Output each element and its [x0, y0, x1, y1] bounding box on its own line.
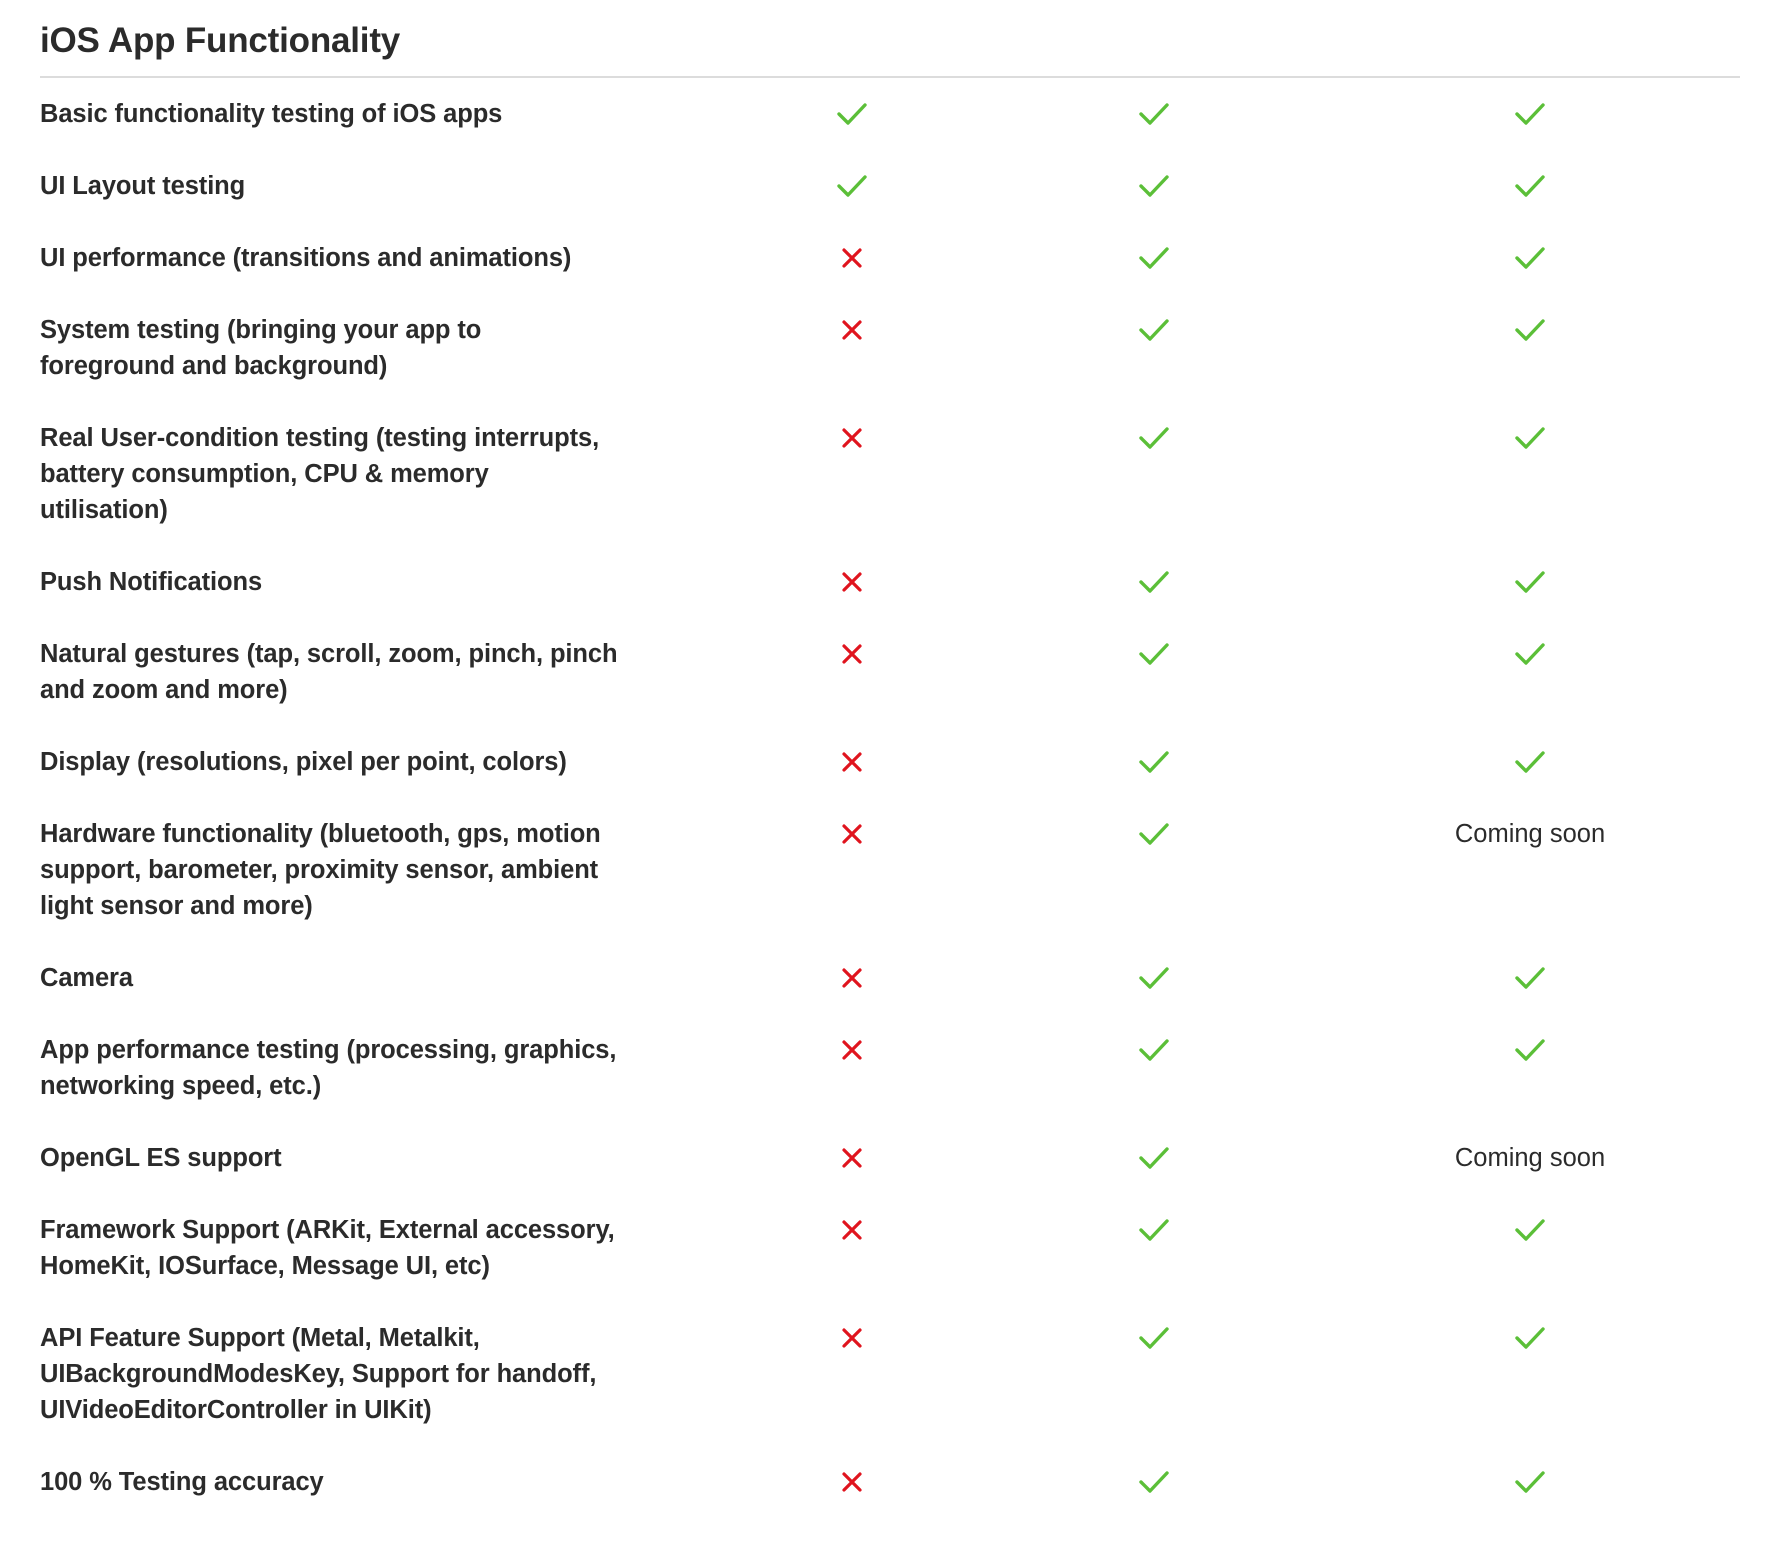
- check-icon: [1430, 312, 1630, 348]
- feature-label-line: networking speed, etc.): [40, 1072, 322, 1100]
- check-icon: [1114, 312, 1194, 348]
- feature-row: [0, 1212, 1772, 1320]
- check-icon: [1114, 636, 1194, 672]
- cross-icon: [812, 564, 892, 600]
- coming-soon-label: Coming soon: [1454, 1144, 1606, 1172]
- feature-label-line: Real User-condition testing (testing interrupts,: [40, 424, 600, 452]
- section-title: iOS App Functionality: [40, 21, 401, 60]
- check-icon: [1114, 1320, 1194, 1356]
- feature-row: [0, 960, 1772, 1032]
- feature-row: [0, 96, 1772, 168]
- feature-label: [40, 816, 640, 924]
- feature-row: [0, 312, 1772, 420]
- feature-row: [0, 1464, 1772, 1536]
- feature-label: [40, 168, 640, 204]
- feature-label: [40, 1212, 640, 1284]
- check-icon: [1430, 240, 1630, 276]
- check-icon: [1114, 1212, 1194, 1248]
- check-icon: [1114, 816, 1194, 852]
- feature-label-line: battery consumption, CPU & memory: [40, 460, 489, 488]
- feature-label-line: utilisation): [40, 496, 168, 524]
- feature-label: [40, 240, 640, 276]
- feature-label-line: UI performance (transitions and animations): [40, 244, 572, 272]
- feature-row: [0, 420, 1772, 564]
- feature-label-line: and zoom and more): [40, 676, 288, 704]
- feature-label: [40, 960, 640, 996]
- feature-row: [0, 1140, 1772, 1212]
- title-divider: [40, 76, 1740, 78]
- status-cell: [1430, 816, 1630, 852]
- check-icon: [1114, 564, 1194, 600]
- feature-label-line: Hardware functionality (bluetooth, gps, motion: [40, 820, 601, 848]
- check-icon: [1114, 1032, 1194, 1068]
- feature-row: [0, 240, 1772, 312]
- check-icon: [1430, 744, 1630, 780]
- cross-icon: [812, 1032, 892, 1068]
- cross-icon: [812, 1320, 892, 1356]
- check-icon: [1430, 564, 1630, 600]
- feature-label-line: OpenGL ES support: [40, 1144, 282, 1172]
- feature-label-line: UI Layout testing: [40, 172, 246, 200]
- feature-label-line: System testing (bringing your app to: [40, 316, 482, 344]
- feature-label-line: 100 % Testing accuracy: [40, 1468, 324, 1496]
- feature-label-line: Push Notifications: [40, 568, 263, 596]
- feature-label: [40, 564, 640, 600]
- feature-label: [40, 312, 640, 384]
- feature-label: [40, 1464, 640, 1500]
- cross-icon: [812, 636, 892, 672]
- feature-label-line: Framework Support (ARKit, External accessory,: [40, 1216, 615, 1244]
- check-icon: [1114, 168, 1194, 204]
- coming-soon-label: Coming soon: [1454, 820, 1606, 848]
- feature-row: [0, 564, 1772, 636]
- feature-label: [40, 1140, 640, 1176]
- cross-icon: [812, 240, 892, 276]
- check-icon: [1430, 168, 1630, 204]
- feature-row: [0, 168, 1772, 240]
- check-icon: [1114, 240, 1194, 276]
- feature-label: [40, 744, 640, 780]
- feature-label-line: support, barometer, proximity sensor, ambient: [40, 856, 599, 884]
- feature-label-line: Camera: [40, 964, 133, 992]
- feature-table: [0, 96, 1772, 1536]
- feature-row: [0, 636, 1772, 744]
- check-icon: [1114, 960, 1194, 996]
- feature-row: [0, 744, 1772, 816]
- check-icon: [1430, 1032, 1630, 1068]
- check-icon: [1430, 960, 1630, 996]
- feature-label: [40, 636, 640, 708]
- feature-label-line: UIBackgroundModesKey, Support for handoff,: [40, 1360, 597, 1388]
- check-icon: [1430, 1464, 1630, 1500]
- cross-icon: [812, 744, 892, 780]
- feature-row: [0, 1032, 1772, 1140]
- cross-icon: [812, 312, 892, 348]
- feature-row: [0, 816, 1772, 960]
- feature-label-line: Display (resolutions, pixel per point, colors): [40, 748, 567, 776]
- cross-icon: [812, 960, 892, 996]
- check-icon: [1114, 744, 1194, 780]
- status-cell: [1430, 1140, 1630, 1176]
- cross-icon: [812, 1140, 892, 1176]
- feature-label: [40, 420, 640, 528]
- feature-label-line: Natural gestures (tap, scroll, zoom, pinch, pinch: [40, 640, 618, 668]
- check-icon: [812, 96, 892, 132]
- check-icon: [1114, 420, 1194, 456]
- cross-icon: [812, 1212, 892, 1248]
- check-icon: [812, 168, 892, 204]
- check-icon: [1114, 96, 1194, 132]
- feature-label-line: App performance testing (processing, graphics,: [40, 1036, 617, 1064]
- check-icon: [1114, 1464, 1194, 1500]
- feature-label-line: Basic functionality testing of iOS apps: [40, 100, 503, 128]
- check-icon: [1430, 420, 1630, 456]
- cross-icon: [812, 1464, 892, 1500]
- feature-row: [0, 1320, 1772, 1464]
- feature-label: [40, 1320, 640, 1428]
- cross-icon: [812, 420, 892, 456]
- check-icon: [1114, 1140, 1194, 1176]
- feature-label: [40, 1032, 640, 1104]
- check-icon: [1430, 1320, 1630, 1356]
- feature-label-line: foreground and background): [40, 352, 388, 380]
- check-icon: [1430, 96, 1630, 132]
- cross-icon: [812, 816, 892, 852]
- feature-label: [40, 96, 640, 132]
- check-icon: [1430, 1212, 1630, 1248]
- feature-label-line: UIVideoEditorController in UIKit): [40, 1396, 432, 1424]
- feature-label-line: light sensor and more): [40, 892, 313, 920]
- feature-label-line: API Feature Support (Metal, Metalkit,: [40, 1324, 480, 1352]
- check-icon: [1430, 636, 1630, 672]
- feature-label-line: HomeKit, IOSurface, Message UI, etc): [40, 1252, 490, 1280]
